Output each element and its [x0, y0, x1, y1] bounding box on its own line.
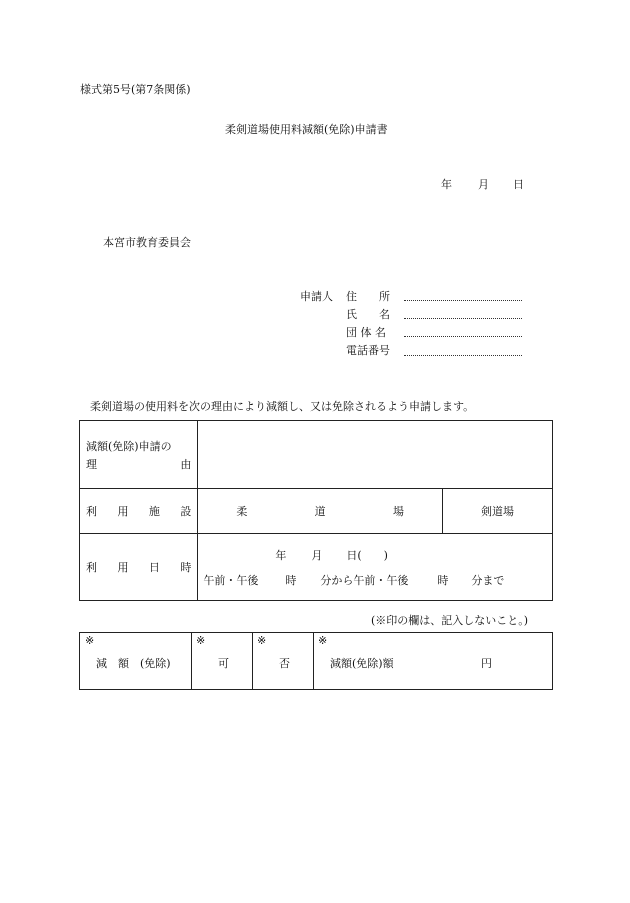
facility-label-char: 利 [86, 505, 97, 518]
phone-line[interactable] [404, 355, 522, 356]
datetime-label-char: 利 [86, 561, 97, 574]
datetime-label-char: 日 [148, 561, 160, 574]
facility-label-cell [80, 489, 198, 534]
address-line[interactable] [404, 300, 522, 301]
application-table [79, 420, 553, 601]
dt-month: 月 [311, 549, 323, 562]
reduction-label: 減 額 (免除) [96, 657, 171, 670]
reason-label-cell [80, 421, 198, 489]
group-label: 団 体 名 [346, 326, 386, 339]
kendo-char: 場 [503, 505, 514, 518]
date-year: 年 [441, 178, 452, 191]
asterisk-mark: ※ [318, 634, 328, 647]
deny-label: 否 [279, 657, 290, 670]
judo-option[interactable] [198, 489, 443, 534]
dt-hour-from: 時 [285, 574, 297, 587]
datetime-input-cell[interactable] [198, 534, 553, 601]
facility-label-char: 用 [117, 505, 129, 518]
statement: 柔剣道場の使用料を次の理由により減額し、又は免除されるよう申請します。 [90, 400, 475, 413]
office-table [79, 632, 553, 690]
approve-label: 可 [218, 657, 229, 670]
address-label: 住 所 [346, 290, 390, 303]
asterisk-mark: ※ [85, 634, 95, 647]
office-approve-cell[interactable] [192, 633, 253, 690]
judo-char: 場 [392, 505, 404, 518]
dt-day: 日( ) [346, 549, 388, 562]
yen-label: 円 [481, 657, 492, 670]
office-deny-cell[interactable] [253, 633, 314, 690]
name-line[interactable] [404, 318, 522, 319]
amount-label: 減額(免除)額 [330, 657, 394, 670]
judo-char: 柔 [236, 505, 248, 518]
reason-label-yu: 由 [180, 457, 192, 471]
form-label: 様式第5号(第7条関係) [80, 83, 191, 96]
dt-year: 年 [275, 549, 287, 562]
reason-label-ri: 理 [86, 457, 97, 471]
applicant-label: 申請人 [300, 290, 333, 303]
dt-min-to: 分まで [471, 574, 505, 587]
dt-min-from: 分から午前・午後 [320, 574, 409, 587]
date-month: 月 [478, 178, 489, 191]
group-line[interactable] [404, 336, 522, 337]
kendo-char: 剣 [481, 505, 492, 518]
date-day: 日 [513, 178, 524, 191]
office-reduction-cell [80, 633, 192, 690]
kendo-char: 道 [492, 505, 503, 518]
asterisk-mark: ※ [196, 634, 206, 647]
datetime-label-cell [80, 534, 198, 601]
facility-label-char: 施 [148, 505, 160, 518]
kendo-option[interactable] [443, 489, 553, 534]
facility-label-char: 設 [180, 505, 192, 518]
asterisk-mark: ※ [257, 634, 267, 647]
office-amount-cell[interactable] [314, 633, 553, 690]
phone-label: 電話番号 [346, 344, 390, 357]
datetime-label-char: 用 [117, 561, 129, 574]
judo-char: 道 [314, 505, 326, 518]
dt-hour-to: 時 [437, 574, 449, 587]
reason-label-line1: 減額(免除)申請の [86, 439, 172, 453]
reason-input-cell[interactable] [198, 421, 553, 489]
dt-from-ampm: 午前・午後 [203, 574, 259, 587]
note: (※印の欄は、記入しないこと。) [371, 614, 529, 627]
page-title: 柔剣道場使用料減額(免除)申請書 [225, 123, 388, 136]
addressee: 本宮市教育委員会 [103, 236, 191, 249]
name-label: 氏 名 [346, 308, 390, 321]
datetime-label-char: 時 [180, 561, 192, 574]
